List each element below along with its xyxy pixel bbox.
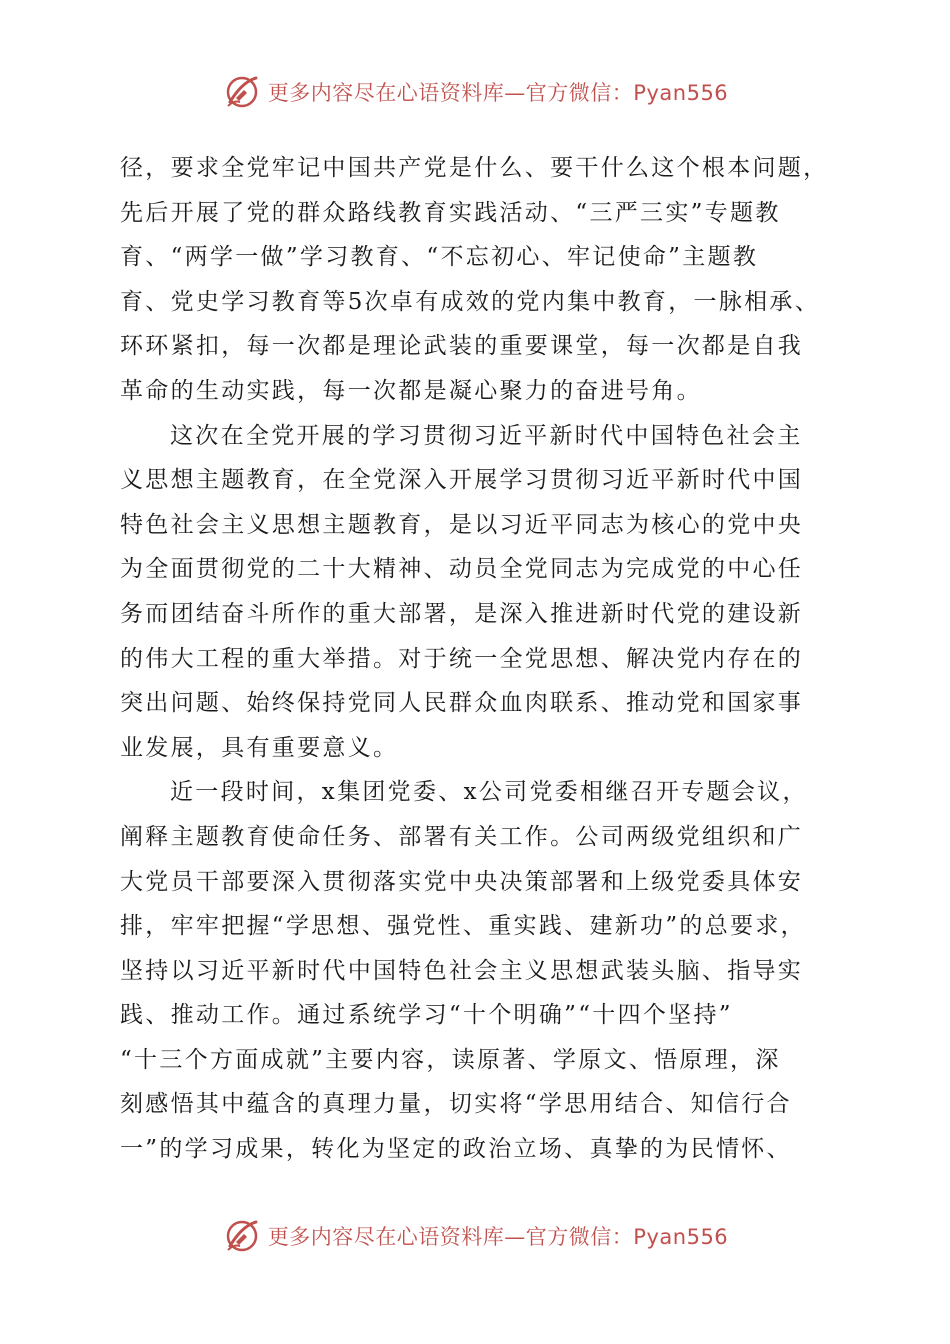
text-line: 为全面贯彻党的二十大精神、动员全党同志为完成党的中心任 xyxy=(120,556,804,583)
footer-banner xyxy=(0,1214,950,1258)
text-line: 义思想主题教育，在全党深入开展学习贯彻习近平新时代中国 xyxy=(120,467,804,494)
text-line: 的伟大工程的重大举措。对于统一全党思想、解决党内存在的 xyxy=(120,645,804,672)
text-line: 革命的生动实践，每一次都是凝心聚力的奋进号角。 xyxy=(120,377,702,404)
text-line: 径，要求全党牢记中国共产党是什么、要干什么这个根本问题， xyxy=(120,155,829,181)
paragraph-2 xyxy=(120,414,832,771)
text-line: 环环紧扣，每一次都是理论武装的重要课堂，每一次都是自我 xyxy=(120,333,804,360)
text-line: 一”的学习成果，转化为坚定的政治立场、真挚的为民情怀、 xyxy=(120,1136,792,1163)
text-line: “十三个方面成就”主要内容，读原著、学原文、悟原理，深 xyxy=(120,1046,781,1073)
text-line: 先后开展了党的群众路线教育实践活动、“三严三实”专题教 xyxy=(120,199,781,226)
paragraph-3 xyxy=(120,770,832,1171)
header-banner-text: 更多内容尽在心语资料库—官方微信：Pyan556 xyxy=(267,81,729,105)
footer-banner-text: 更多内容尽在心语资料库—官方微信：Pyan556 xyxy=(267,1225,729,1249)
text-line: 业发展，具有重要意义。 xyxy=(120,734,399,761)
header-banner xyxy=(0,70,950,114)
text-line: 阐释主题教育使命任务、部署有关工作。公司两级党组织和广 xyxy=(120,823,804,850)
document-body xyxy=(120,146,832,1172)
text-line: 育、“两学一做”学习教育、“不忘初心、牢记使命”主题教 xyxy=(120,244,759,271)
text-line: 这次在全党开展的学习贯彻习近平新时代中国特色社会主 xyxy=(170,422,803,449)
pen-logo-icon xyxy=(222,1216,262,1256)
text-line: 大党员干部要深入贯彻落实党中央决策部署和上级党委具体安 xyxy=(120,868,804,895)
text-line: 刻感悟其中蕴含的真理力量，切实将“学思用结合、知信行合 xyxy=(120,1091,792,1118)
text-line: 突出问题、始终保持党同人民群众血肉联系、推动党和国家事 xyxy=(120,690,804,717)
text-line: 排，牢牢把握“学思想、强党性、重实践、建新功”的总要求， xyxy=(120,913,806,940)
text-line: 近一段时间，x集团党委、x公司党委相继召开专题会议， xyxy=(170,779,808,806)
text-line: 坚持以习近平新时代中国特色社会主义思想武装头脑、指导实 xyxy=(120,957,804,984)
pen-logo-icon xyxy=(222,72,262,112)
text-line: 践、推动工作。通过系统学习“十个明确”“十四个坚持” xyxy=(120,1002,733,1029)
text-line: 特色社会主义思想主题教育，是以习近平同志为核心的党中央 xyxy=(120,511,804,538)
text-line: 育、党史学习教育等5次卓有成效的党内集中教育，一脉相承、 xyxy=(120,288,821,315)
paragraph-1 xyxy=(120,146,832,414)
text-line: 务而团结奋斗所作的重大部署，是深入推进新时代党的建设新 xyxy=(120,600,804,627)
